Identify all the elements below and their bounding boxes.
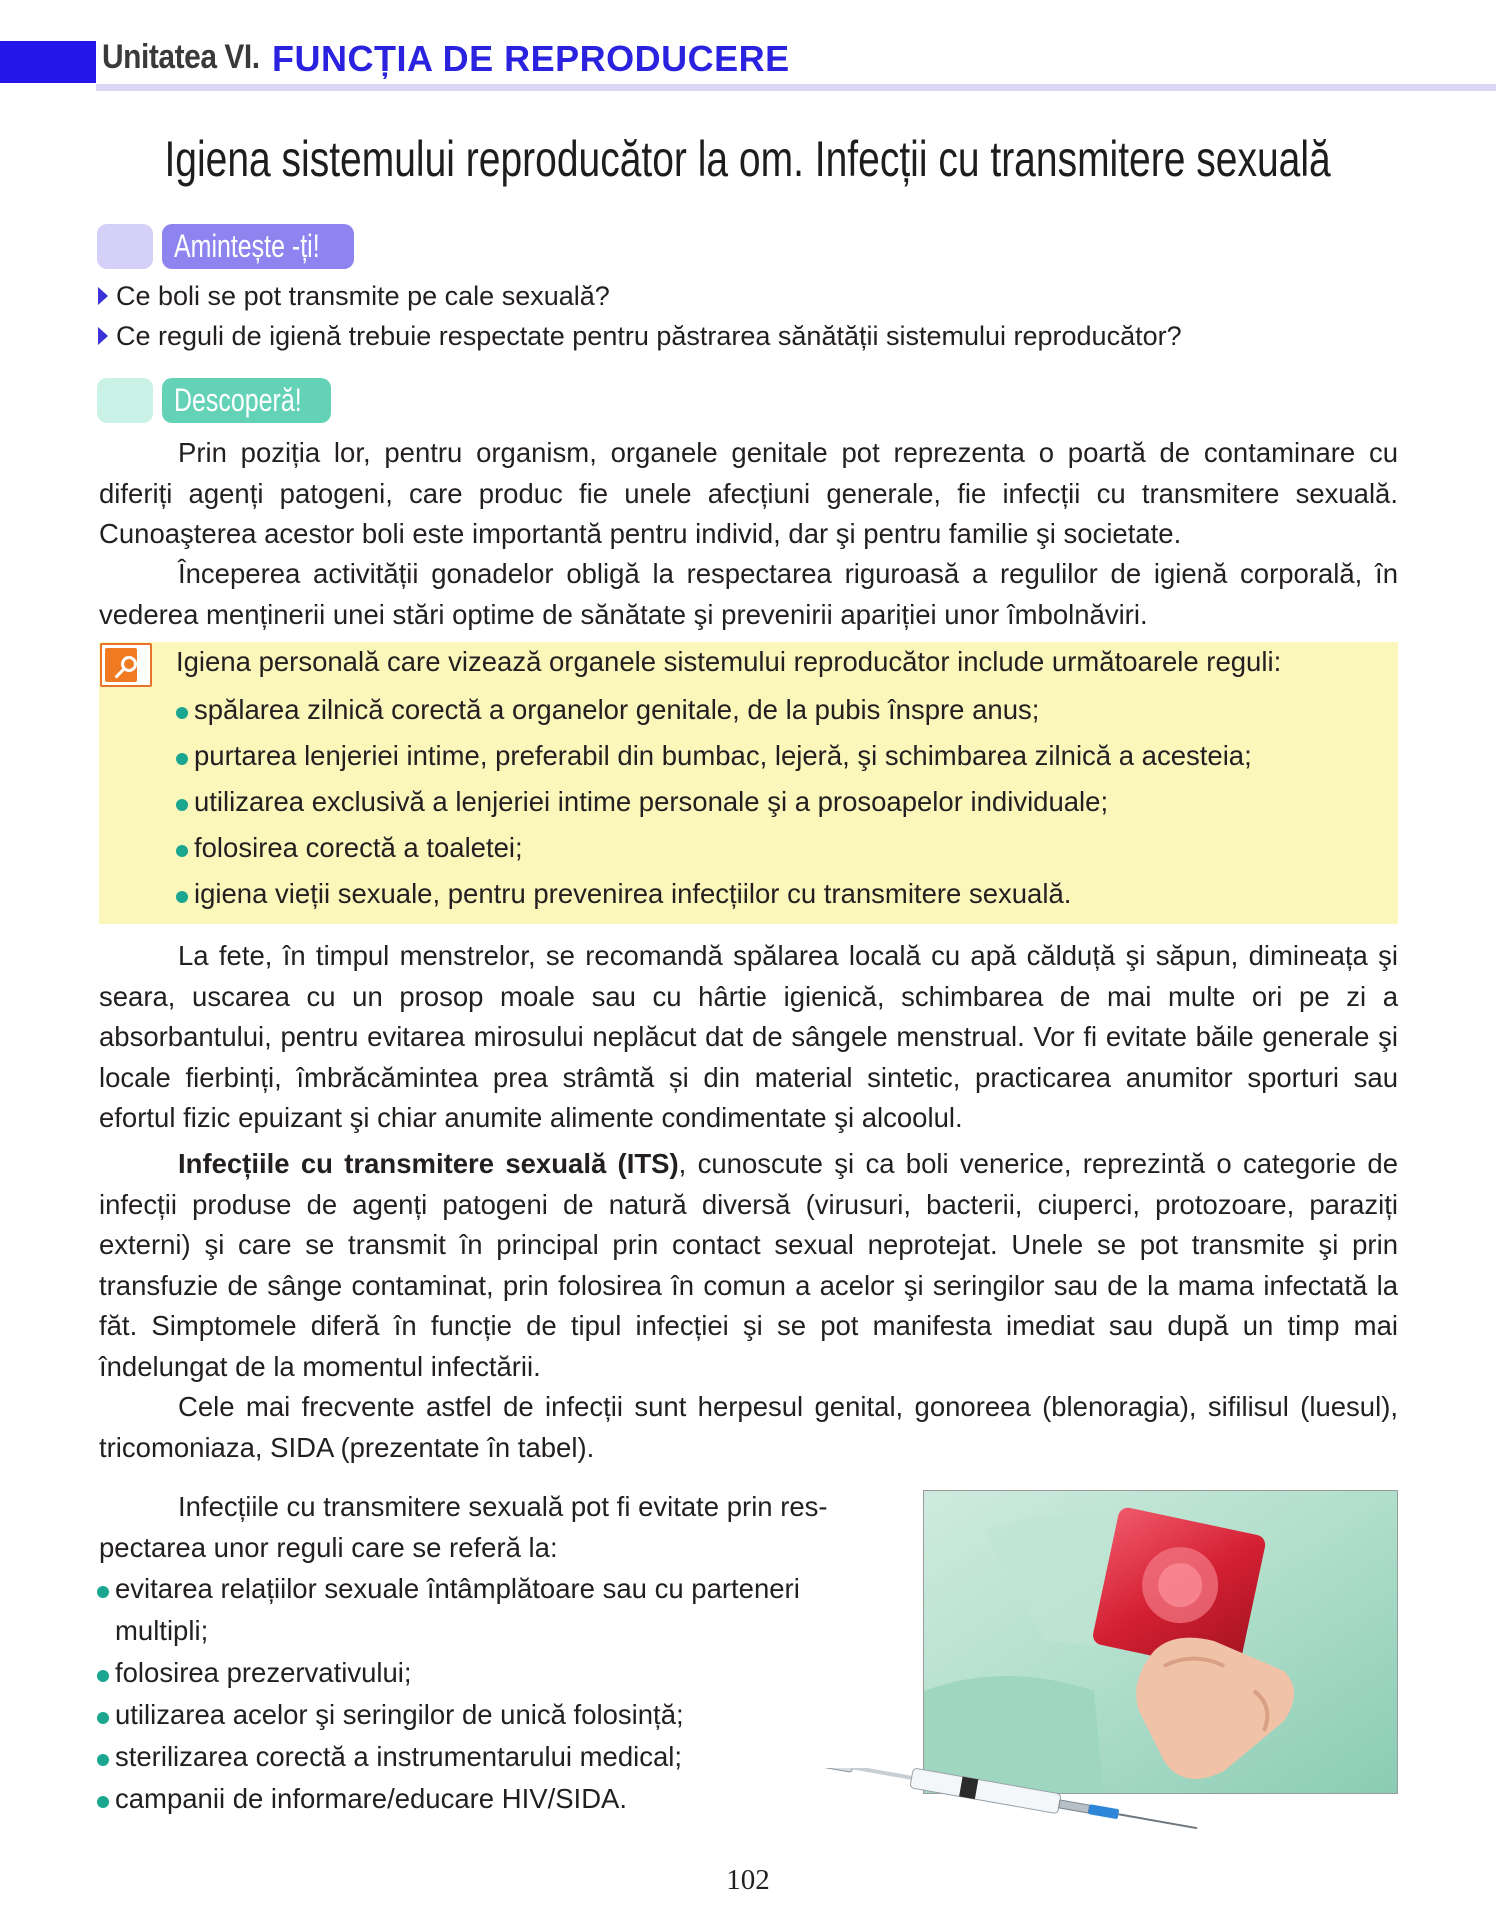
triangle-bullet-icon [98,327,108,345]
list-item: Ce reguli de igienă trebuie respectate pentru păstrarea sănătății sistemului reproducător? [97,316,1182,356]
discover-label: Descoperă! [162,378,331,423]
triangle-bullet-icon [98,287,108,305]
lesson-title: Igiena sistemului reproducător la om. Infecții cu transmitere sexuală [164,131,1332,187]
hygiene-rules-list [176,687,1252,917]
list-item: purtarea lenjeriei intime, preferabil din bumbac, lejeră, şi schimbarea zilnică a acesteia; [176,733,1252,779]
list-item: sterilizarea corectă a instrumentarului medical; [97,1736,897,1778]
unit-title: FUNCȚIA DE REPRODUCERE [272,38,790,79]
its-term: Infecțiile cu transmitere sexuală (ITS) [178,1148,679,1179]
remember-questions [97,276,1182,356]
list-item: utilizarea acelor şi seringilor de unică folosință; [97,1694,897,1736]
bullet-dot-icon [97,1670,109,1682]
intro-paragraph-2: Începerea activității gonadelor obligă la respectarea riguroasă a regulilor de igienă corporală, în vederea menținerii unei stări optime de sănătate şi prevenirii apariției unor îmbolnăviri. [99,558,1398,630]
hygiene-lead: Igiena personală care vizează organele sistemului reproducător include următoarele reguli: [176,646,1282,677]
menstruation-paragraph: La fete, în timpul menstrelor, se recomandă spălarea locală cu apă călduță şi săpun, dimineața şi seara, uscarea cu un prosop moale sau cu hârtie igienică, schimbarea de mai multe ori pe zi a absorbantului, pentru evitarea mirosului neplăcut dat de sângele menstrual. Vor fi evitate băile generale şi locale fierbinți, îmbrăcămintea prea strâmtă și din material sintetic, practicarea anumitor sporturi sau efortul fizic epuizant şi chiar anumite alimente condimentate şi alcoolul. [99,940,1398,1133]
bullet-dot-icon [97,1754,109,1766]
page-number: 102 [726,1864,770,1896]
its-paragraph: Infecțiile cu transmitere sexuală (ITS), cunoscute şi ca boli venerice, reprezintă o categorie de infecții produse de agenți patogeni de natură diversă (virusuri, bacterii, ciuperci, protozoare, paraziți externi) şi care se transmit în principal prin contact sexual neprotejat. Unele se pot transmite şi prin transfuzie de sânge contaminat, prin folosirea în comun a acelor şi seringilor sau de la mama infectată la făt. Simptomele diferă în funcție de tipul infecției şi se pot manifesta imediat sau după un timp mai îndelungat de la momentul infectării. [99,1148,1399,1382]
common-infections-paragraph: Cele mai frecvente astfel de infecții sunt herpesul genital, gonoreea (blenoragia), sifilisul (luesul), tricomoniaza, SIDA (prezentate în tabel). [99,1391,1398,1463]
bullet-dot-icon [176,753,188,765]
magnifier-icon [100,643,152,687]
bullet-dot-icon [176,799,188,811]
header-rule [96,84,1496,91]
list-item: campanii de informare/educare HIV/SIDA. [97,1778,897,1820]
prevention-intro: Infecțiile cu transmitere sexuală pot fi evitate prin res- pectarea unor reguli care se referă la: [99,1491,828,1563]
list-item: utilizarea exclusivă a lenjeriei intime personale şi a prosoapelor individuale; [176,779,1252,825]
bullet-dot-icon [97,1796,109,1808]
list-item: igiena vieții sexuale, pentru prevenirea infecțiilor cu transmitere sexuală. [176,871,1252,917]
bullet-dot-icon [176,845,188,857]
condom-photo [923,1490,1398,1794]
bullet-dot-icon [176,891,188,903]
bullet-dot-icon [97,1586,109,1598]
unit-label: Unitatea VI. [102,38,260,76]
bullet-dot-icon [176,707,188,719]
syringe-image [808,1768,1208,1846]
list-item: evitarea relațiilor sexuale întâmplătoare sau cu parteneri multipli; [97,1568,900,1652]
list-item: folosirea prezervativului; [97,1652,897,1694]
discover-square [97,378,153,423]
list-item: spălarea zilnică corectă a organelor genitale, de la pubis înspre anus; [176,687,1252,733]
list-item: Ce boli se pot transmite pe cale sexuală? [97,276,1182,316]
list-item: folosirea corectă a toaletei; [176,825,1252,871]
intro-paragraph-1: Prin poziția lor, pentru organism, organele genitale pot reprezenta o poartă de contaminare cu diferiți agenți patogeni, care produc fie unele afecțiuni generale, fie infecții cu transmitere sexuală. Cunoaşterea acestor boli este importantă pentru individ, dar şi pentru familie şi societate. [99,437,1398,549]
remember-label: Amintește -ți! [162,224,354,269]
bullet-dot-icon [97,1712,109,1724]
remember-square [97,224,153,269]
header-accent-block [0,41,96,83]
prevention-list [97,1568,897,1820]
